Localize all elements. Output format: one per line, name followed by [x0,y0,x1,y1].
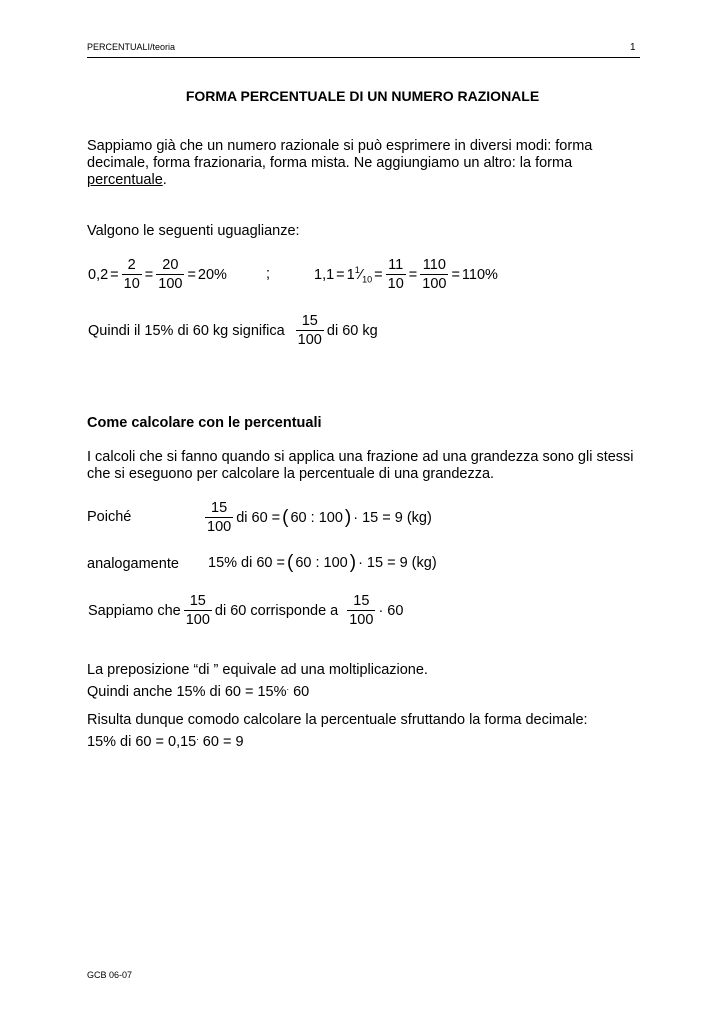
eq2-rhs: 110% [461,266,498,283]
quindi-line [87,312,379,349]
poiche-label: Poiché [87,509,132,525]
fraction-denominator: 100 [422,276,447,292]
analog-expr-b: · 15 = 9 (kg) [358,555,437,571]
valgono-text: Valgono le seguenti uguaglianze: [87,223,300,239]
intro-paragraph [87,138,647,189]
sappiamo-mid: di 60 corrisponde a [214,602,339,619]
eq2-mixed-number [346,265,374,285]
poiche-expr-a: di 60 = [236,509,281,526]
analogamente-label: analogamente [87,556,179,572]
poiche-paren-open: ( [282,506,289,528]
section-title: Come calcolare con le percentuali [87,415,322,431]
fraction-denominator: 10 [387,276,404,292]
risulta-line-2-b: 60 = 9 [198,733,244,750]
eq2-equals-1: = [336,266,345,283]
fraction-denominator: 10 [123,276,140,292]
eq2-fraction-2 [420,256,448,293]
header-divider [87,57,640,58]
equality-separator: ; [266,266,271,282]
page-title: FORMA PERCENTUALE DI UN NUMERO RAZIONALE [185,88,540,104]
intro-underlined: percentuale [87,172,163,188]
eq2-fraction-1 [386,256,406,293]
sappiamo-fraction-1 [184,592,212,629]
analog-paren-close: ) [349,552,357,573]
sappiamo-end: · 60 [378,602,404,619]
poiche-fraction [205,499,233,536]
header-title: PERCENTUALI/teoria [87,42,176,52]
sappiamo-line [87,592,404,629]
risulta-line-2 [87,729,588,751]
eq2-equals-2: = [374,266,383,283]
fraction-numerator: 20 [156,256,184,275]
fraction-numerator: 15 [205,499,233,518]
eq1-equals-2: = [144,266,154,283]
eq1-fraction-2 [156,256,184,293]
eq1-equals-1: = [110,266,119,283]
fraction-denominator: 100 [297,332,322,348]
poiche-paren-close: ) [344,506,352,528]
multiplication-dot: . [196,732,199,742]
fraction-numerator: 15 [296,312,324,331]
preposizione-line-2 [87,679,428,701]
poiche-inner: 60 : 100 [290,509,343,526]
sappiamo-fraction-2 [347,592,375,629]
preposizione-line-2-b: 60 [289,683,310,700]
sappiamo-label: Sappiamo che [88,602,181,619]
eq1-fraction-1 [122,256,142,293]
eq1-equals-3: = [187,266,196,283]
fraction-numerator: 11 [386,256,406,275]
footer-text: GCB 06-07 [87,970,133,980]
poiche-expression [203,499,433,536]
preposizione-line-2-a: Quindi anche 15% di 60 = 15% [87,683,287,700]
eq2-lhs: 1,1 [314,266,335,283]
multiplication-dot: . [286,682,290,692]
intro-text: Sappiamo già che un numero razionale si può esprimere in diversi modi: forma decimale, forma frazionaria, forma mista. Ne aggiungiamo un altro: la forma [87,138,593,171]
fraction-denominator: 100 [185,612,210,628]
quindi-fraction [296,312,324,349]
analogamente-expression [207,554,438,572]
mixed-slash: ⁄ [359,266,363,283]
fraction-numerator: 110 [420,256,448,275]
mixed-whole: 1 [346,266,355,283]
quindi-text: Quindi il 15% di 60 kg significa [88,322,285,339]
intro-end: . [162,172,167,188]
analog-inner: 60 : 100 [295,555,348,571]
fraction-numerator: 15 [347,592,375,611]
preposizione-line-1: La preposizione “di ” equivale ad una moltiplicazione. [87,662,428,678]
risulta-line-2-a: 15% di 60 = 0,15 [87,733,197,750]
fraction-denominator: 100 [349,612,374,628]
fraction-numerator: 2 [122,256,142,275]
fraction-denominator: 100 [207,519,232,535]
equality-2 [313,256,499,293]
analog-paren-open: ( [287,552,294,573]
risulta-line-1: Risulta dunque comodo calcolare la percentuale sfruttando la forma decimale: [87,712,588,728]
fraction-numerator: 15 [184,592,212,611]
mixed-denominator: 10 [362,274,373,285]
analog-expr-a: 15% di 60 = [208,555,285,571]
eq1-lhs: 0,2 [88,266,109,283]
eq2-equals-4: = [451,266,460,283]
fraction-denominator: 100 [158,276,183,292]
preposizione-block [87,662,428,701]
poiche-expr-b: · 15 = 9 (kg) [353,509,432,526]
quindi-after: di 60 kg [326,322,378,339]
risulta-block [87,712,588,751]
mixed-numerator: 1 [354,264,360,275]
eq1-rhs: 20% [197,266,227,283]
page-number: 1 [630,42,636,53]
calc-paragraph: I calcoli che si fanno quando si applica una frazione ad una grandezza sono gli stessi che si eseguono per calcolare la percentuale di una grandezza. [87,449,634,482]
equality-1 [87,256,228,293]
eq2-equals-3: = [408,266,418,283]
